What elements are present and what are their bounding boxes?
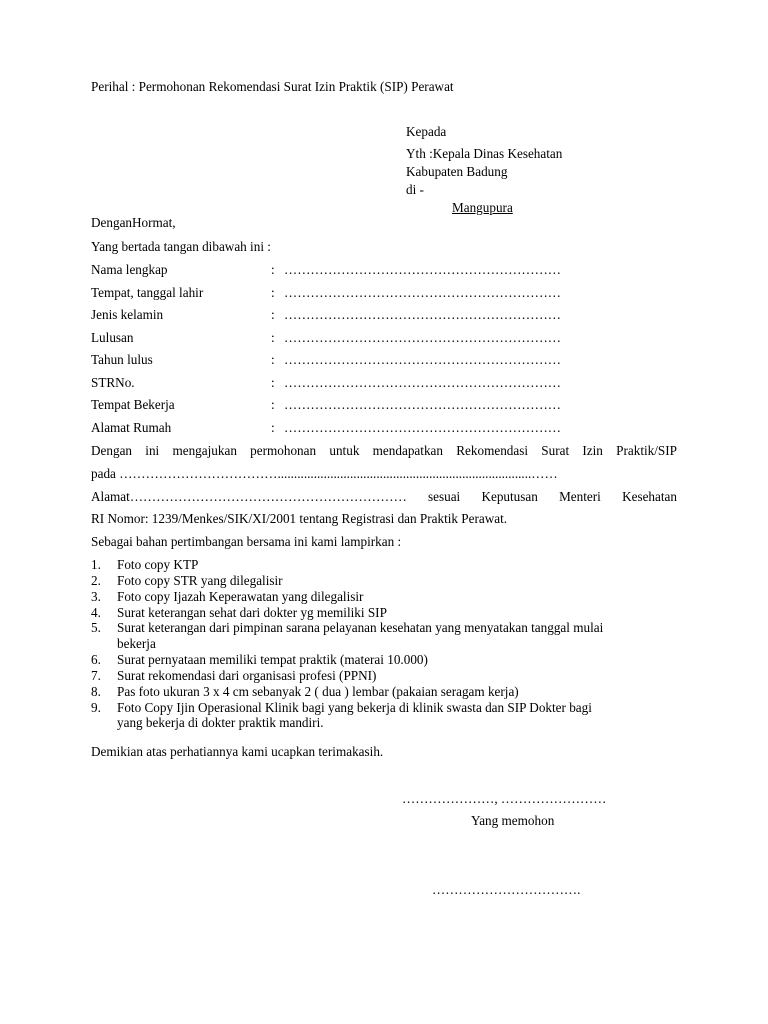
list-number: 4. [91,604,101,620]
list-item [91,573,677,589]
field-label: Tempat, tanggal lahir [91,285,204,300]
list-text: Surat keterangan sehat dari dokter yg memiliki SIP [117,604,387,620]
closing-text: Demikian atas perhatiannya kami ucapkan terimakasih. [91,744,384,759]
signature-name-line: ……………………………. [432,882,581,897]
list-text-cont: bekerja [117,636,156,652]
salutation: DenganHormat, [91,215,176,230]
body-line-1: Dengan ini mengajukan permohonan untuk mendapatkan Rekomendasi Surat Izin Praktik/SIP [91,443,677,458]
list-text: Pas foto ukuran 3 x 4 cm sebanyak 2 ( dua ) lembar (pakaian seragam kerja) [117,683,519,699]
list-text: Surat rekomendasi dari organisasi profesi (PPNI) [117,667,377,683]
list-item [91,589,677,605]
recipient-yth: Yth :Kepala Dinas Kesehatan [406,146,563,161]
field-blank: ……………………………………………………… [284,420,561,435]
field-colon: : [271,397,275,412]
attachment-intro: Sebagai bahan pertimbangan bersama ini kami lampirkan : [91,534,402,549]
field-blank: ……………………………………………………… [284,330,561,345]
list-text: Foto Copy Ijin Operasional Klinik bagi yang bekerja di klinik swasta dan SIP Dokter bagi [117,699,592,715]
recipient-di: di - [406,182,424,197]
list-number: 5. [91,620,101,636]
field-blank: ……………………………………………………… [284,352,561,367]
list-item [91,605,677,621]
attachment-list [91,557,677,731]
field-colon: : [271,420,275,435]
list-number: 7. [91,667,101,683]
field-label: Nama lengkap [91,262,168,277]
recipient-kabupaten: Kabupaten Badung [406,164,508,179]
list-text: Surat keterangan dari pimpinan sarana pelayanan kesehatan yang menyatakan tanggal mulai [117,620,604,636]
list-number: 2. [91,572,101,588]
list-number: 3. [91,588,101,604]
field-label: STRNo. [91,375,135,390]
list-item [91,668,677,684]
signature-role: Yang memohon [471,813,555,828]
field-blank: ……………………………………………………… [284,262,561,277]
list-number: 1. [91,557,101,572]
list-item [91,684,677,700]
field-colon: : [271,307,275,322]
list-number: 6. [91,652,101,668]
field-blank: ……………………………………………………… [284,375,561,390]
list-text: Foto copy KTP [117,557,199,572]
body-line-3: Alamat……………………………………………………… sesuai Keputusan Menteri Kesehatan [91,489,677,504]
field-colon: : [271,285,275,300]
field-colon: : [271,375,275,390]
list-text: Foto copy Ijazah Keperawatan yang dilegalisir [117,588,364,604]
list-text-cont: yang bekerja di dokter praktik mandiri. [117,715,324,731]
field-colon: : [271,330,275,345]
list-item [91,700,677,732]
field-blank: ……………………………………………………… [284,307,561,322]
list-item [91,652,677,668]
body-line-4: RI Nomor: 1239/Menkes/SIK/XI/2001 tentang Registrasi dan Praktik Perawat. [91,511,508,526]
body-line-2: pada ……………………………….............................................................................…… [91,466,558,481]
recipient-kota: Mangupura [452,200,513,215]
field-blank: ……………………………………………………… [284,397,561,412]
list-number: 8. [91,683,101,699]
subject-line [91,79,454,95]
field-label: Lulusan [91,330,134,345]
field-colon: : [271,262,275,277]
list-item [91,620,677,652]
recipient-kepada: Kepada [406,124,447,139]
field-label: Alamat Rumah [91,420,172,435]
field-blank: ……………………………………………………… [284,285,561,300]
field-label: Jenis kelamin [91,307,164,322]
list-text: Foto copy STR yang dilegalisir [117,572,283,588]
field-label: Tempat Bekerja [91,397,175,412]
signature-place-date: …………………, …………………… [402,791,607,806]
list-number: 9. [91,699,101,715]
list-text: Surat pernyataan memiliki tempat praktik (materai 10.000) [117,652,428,668]
list-item [91,557,677,573]
intro-text: Yang bertada tangan dibawah ini : [91,239,271,254]
field-colon: : [271,352,275,367]
field-label: Tahun lulus [91,352,153,367]
subject-label: Perihal [91,79,129,94]
subject-text: : Permohonan Rekomendasi Surat Izin Praktik (SIP) Perawat [131,79,454,94]
